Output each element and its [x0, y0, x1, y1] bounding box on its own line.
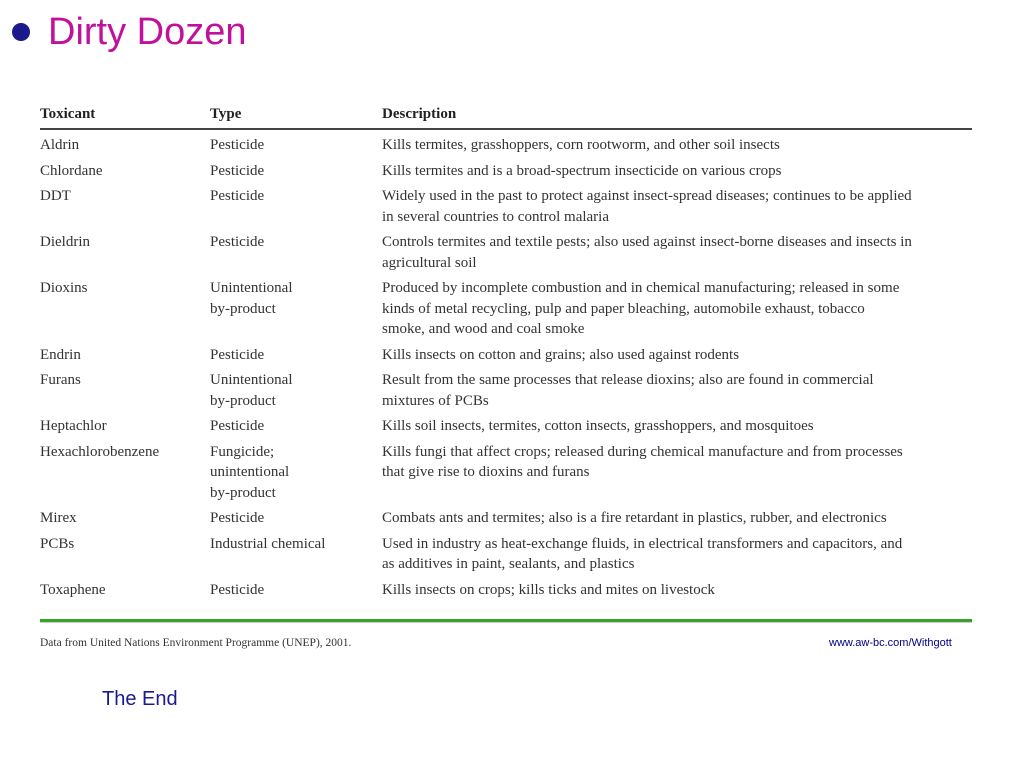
cell-toxicant: Toxaphene [40, 581, 106, 598]
dirty-dozen-table [40, 106, 972, 600]
cell-type: Pesticide [210, 418, 265, 434]
cell-toxicant: Heptachlor [40, 418, 107, 434]
cell-type: Pesticide [210, 234, 265, 250]
cell-toxicant: Mirex [40, 510, 77, 526]
publisher-url[interactable]: www.aw-bc.com/Withgott [829, 637, 952, 649]
cell-toxicant: PCBs [40, 535, 75, 552]
table-row [40, 130, 972, 156]
table-row [40, 365, 972, 411]
bullet-icon [12, 23, 30, 41]
cell-toxicant: Dieldrin [40, 234, 90, 250]
cell-type: Pesticide [210, 188, 265, 204]
cell-toxicant: Hexachlorobenzene [40, 443, 160, 460]
cell-description: Result from the same processes that release dioxins; also are found in commercial mixtures of PCBs [382, 372, 874, 409]
cell-description: Kills fungi that affect crops; released during chemical manufacture and from processes that give rise to dioxins and furans [382, 443, 903, 480]
table-header [40, 106, 972, 130]
table-row [40, 156, 972, 182]
cell-type: Unintentional by-product [210, 372, 293, 409]
slide-title: Dirty Dozen [48, 11, 247, 53]
cell-toxicant: Aldrin [40, 137, 80, 153]
table-row [40, 529, 972, 575]
table-row [40, 273, 972, 340]
cell-toxicant: Furans [40, 372, 81, 388]
cell-type: Fungicide; unintentional by-product [210, 443, 290, 501]
cell-description: Combats ants and termites; also is a fire retardant in plastics, rubber, and electronics [382, 510, 887, 526]
cell-description: Produced by incomplete combustion and in chemical manufacturing; released in some kinds of metal recycling, pulp and paper bleaching, automobile exhaust, tobacco smoke, and wood and coal smoke [382, 280, 900, 337]
cell-type: Industrial chemical [210, 535, 326, 552]
cell-description: Widely used in the past to protect against insect-spread diseases; continues to be applied in several countries to control malaria [382, 188, 912, 225]
table-row [40, 411, 972, 437]
cell-description: Kills termites and is a broad-spectrum insecticide on various crops [382, 162, 782, 179]
cell-type: Pesticide [210, 581, 265, 598]
header-type: Type [210, 106, 242, 122]
title-row [12, 8, 247, 56]
table-row [40, 227, 972, 273]
cell-description: Kills insects on crops; kills ticks and mites on livestock [382, 581, 715, 598]
header-description: Description [382, 106, 457, 122]
cell-description: Used in industry as heat-exchange fluids, in electrical transformers and capacitors, and as additives in paint, sealants, and plastics [382, 535, 903, 572]
cell-toxicant: DDT [40, 188, 71, 204]
cell-type: Pesticide [210, 162, 265, 179]
cell-type: Unintentional by-product [210, 280, 293, 317]
cell-description: Controls termites and textile pests; also used against insect-borne diseases and insects in agricultural soil [382, 234, 912, 271]
table-row [40, 437, 972, 504]
table-row [40, 503, 972, 529]
cell-toxicant: Dioxins [40, 280, 88, 296]
cell-description: Kills insects on cotton and grains; also used against rodents [382, 346, 740, 363]
table-row [40, 181, 972, 227]
header-toxicant: Toxicant [40, 106, 96, 122]
cell-description: Kills soil insects, termites, cotton insects, grasshoppers, and mosquitoes [382, 418, 814, 434]
cell-type: Pesticide [210, 346, 265, 363]
table-row [40, 340, 972, 366]
cell-toxicant: Endrin [40, 346, 81, 363]
cell-description: Kills termites, grasshoppers, corn rootworm, and other soil insects [382, 137, 780, 153]
cell-type: Pesticide [210, 510, 265, 526]
source-note: Data from United Nations Environment Programme (UNEP), 2001. [40, 637, 352, 649]
cell-type: Pesticide [210, 137, 265, 153]
the-end-text: The End [102, 688, 178, 710]
cell-toxicant: Chlordane [40, 162, 103, 179]
table-bottom-shadow [40, 622, 972, 623]
table-row [40, 575, 972, 601]
